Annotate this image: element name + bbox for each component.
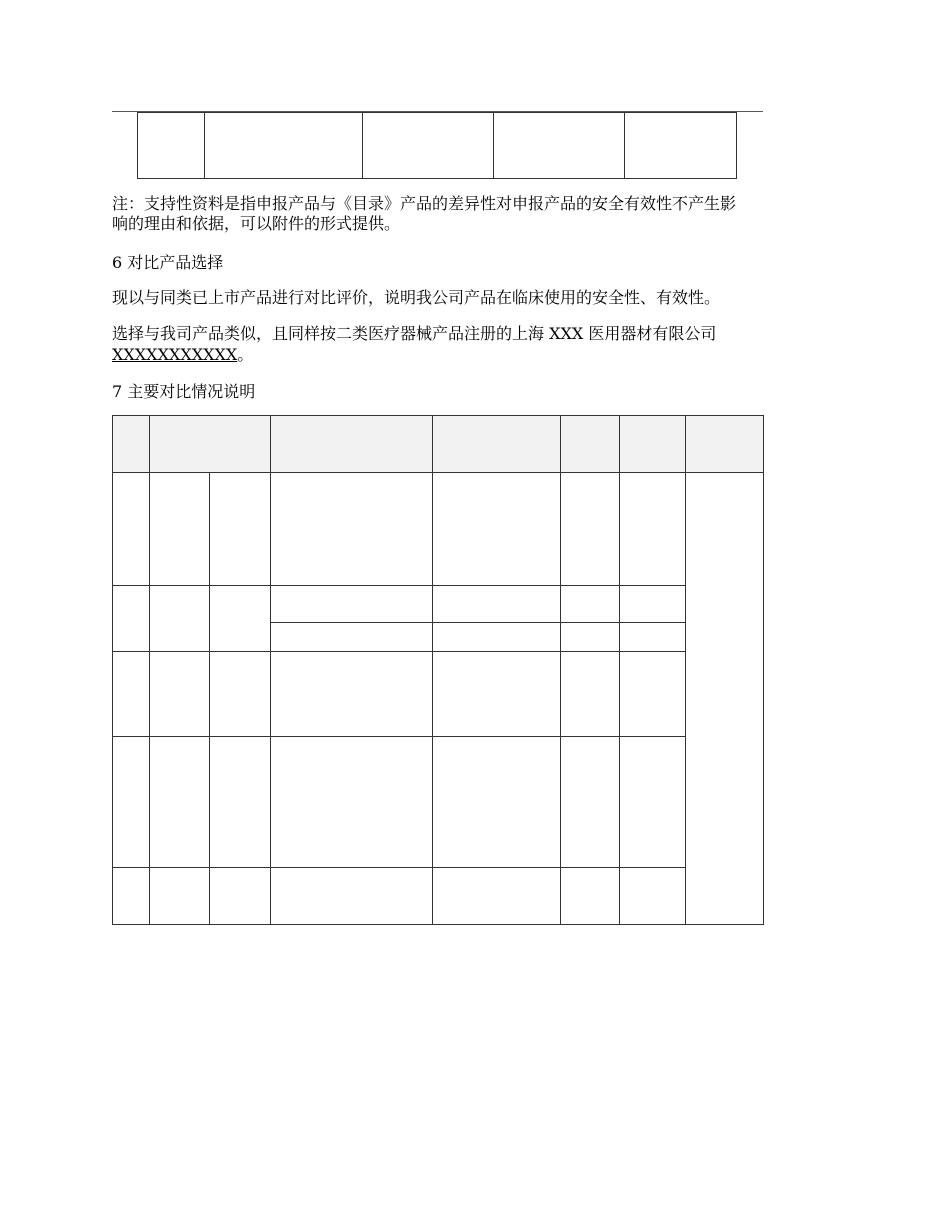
table-row <box>113 737 764 868</box>
table-cell <box>620 586 686 623</box>
table-cell <box>620 473 686 586</box>
table-cell <box>271 652 433 737</box>
note-line-2: 响的理由和依据，可以附件的形式提供。 <box>112 214 401 233</box>
table-cell <box>113 868 150 925</box>
table-cell <box>150 473 210 586</box>
product-name-placeholder: XXXXXXXXXXX <box>112 345 238 364</box>
table-cell <box>561 586 620 623</box>
table-cell <box>433 868 561 925</box>
table-row <box>113 586 764 623</box>
table-cell <box>150 737 210 868</box>
table-cell <box>561 652 620 737</box>
merged-cell <box>686 473 764 925</box>
table-cell <box>433 473 561 586</box>
table-cell <box>433 586 561 623</box>
comparison-table <box>112 415 764 925</box>
header-cell <box>561 416 620 473</box>
table-cell <box>138 113 205 179</box>
table-cell <box>561 868 620 925</box>
table-cell <box>271 737 433 868</box>
table-cell <box>433 737 561 868</box>
table-cell <box>205 113 363 179</box>
sentence-end: 。 <box>237 345 254 364</box>
table-cell <box>210 868 271 925</box>
section-7-heading: 7 主要对比情况说明 <box>112 382 256 401</box>
continued-table <box>137 112 737 179</box>
section-6-paragraph-1: 现以与同类已上市产品进行对比评价，说明我公司产品在临床使用的安全性、有效性。 <box>112 288 721 307</box>
table-cell <box>271 473 433 586</box>
table-cell <box>433 652 561 737</box>
table-cell <box>561 473 620 586</box>
header-cell <box>686 416 764 473</box>
table-cell <box>150 652 210 737</box>
table-cell <box>150 586 210 652</box>
table-cell <box>620 868 686 925</box>
table-cell <box>271 586 433 623</box>
table-cell <box>210 652 271 737</box>
table-cell <box>150 868 210 925</box>
table-cell <box>625 113 737 179</box>
table-cell <box>494 113 625 179</box>
table-row <box>113 868 764 925</box>
table-cell <box>113 586 150 652</box>
section-6-paragraph-2-line-1: 选择与我司产品类似，且同样按二类医疗器械产品注册的上海 XXX 医用器材有限公司 <box>112 324 717 343</box>
table-header-row <box>113 416 764 473</box>
header-cell <box>433 416 561 473</box>
table-cell <box>271 868 433 925</box>
table-cell <box>113 652 150 737</box>
table-cell <box>561 623 620 652</box>
header-cell <box>150 416 271 473</box>
table-cell <box>363 113 494 179</box>
table-cell <box>210 737 271 868</box>
table-cell <box>620 623 686 652</box>
section-6-heading: 6 对比产品选择 <box>112 253 224 272</box>
table-cell <box>620 737 686 868</box>
table-cell <box>210 473 271 586</box>
section-6-paragraph-2-line-2 <box>112 345 842 365</box>
table-cell <box>271 623 433 652</box>
table-cell <box>620 652 686 737</box>
table-cell <box>210 586 271 652</box>
header-cell <box>113 416 150 473</box>
table-row <box>113 652 764 737</box>
table-row <box>113 473 764 586</box>
header-cell <box>620 416 686 473</box>
table-cell <box>113 737 150 868</box>
header-cell <box>271 416 433 473</box>
table-cell <box>433 623 561 652</box>
note-line-1: 注：支持性资料是指申报产品与《目录》产品的差异性对申报产品的安全有效性不产生影 <box>112 194 737 213</box>
table-cell <box>561 737 620 868</box>
table-row <box>138 113 737 179</box>
table-cell <box>113 473 150 586</box>
